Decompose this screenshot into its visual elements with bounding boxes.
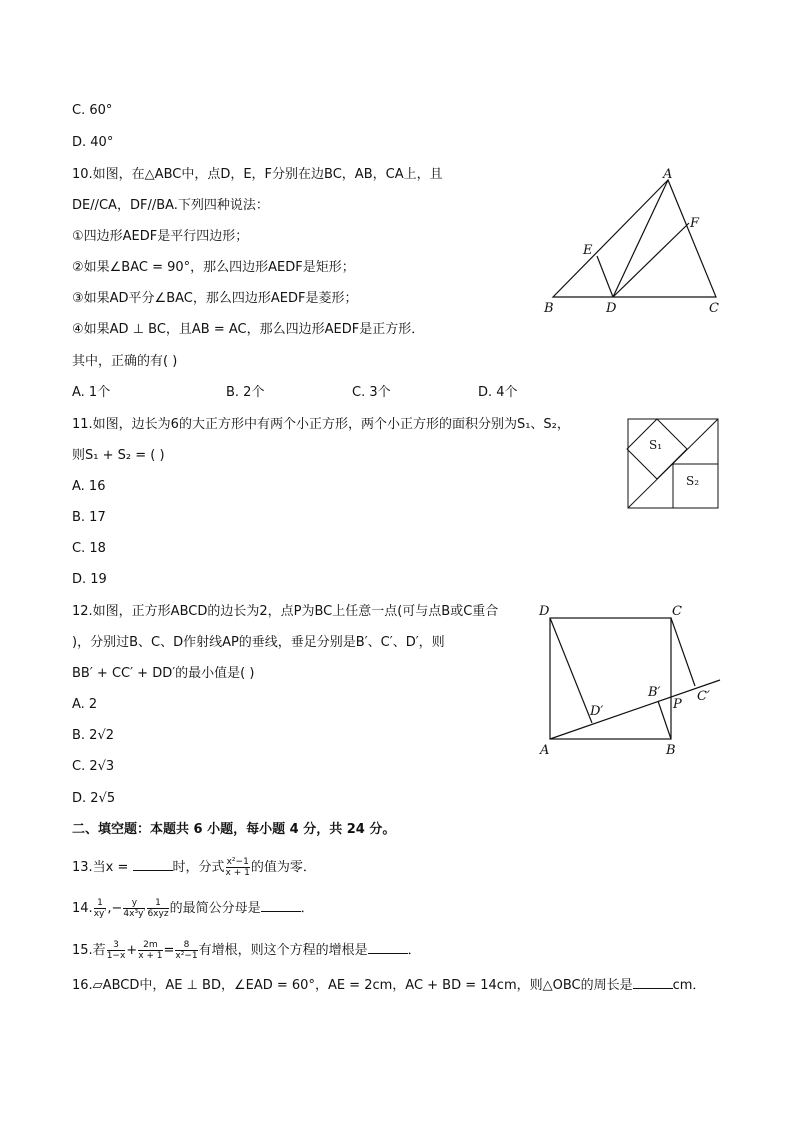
q14-sep: ,− (107, 901, 123, 916)
q15-f3-num: 8 (175, 940, 197, 951)
q10-option-c: C. 3个 (352, 385, 391, 400)
q11-option-c: C. 18 (72, 541, 106, 556)
label-b: B (666, 743, 676, 758)
q9-option-d: D. 40° (72, 135, 114, 150)
square-abcd (550, 618, 671, 739)
q11-option-a: A. 16 (72, 479, 106, 494)
diagonal (628, 419, 718, 508)
small-square-s1 (627, 419, 687, 479)
perp-bb (658, 701, 671, 739)
q12-option-d: D. 2√5 (72, 791, 116, 806)
label-a: A (540, 743, 550, 758)
q15-f2-num: 2m (138, 940, 162, 951)
q15 (72, 940, 421, 961)
q15-f2-den: x + 1 (138, 951, 163, 961)
label-cp: C′ (697, 689, 710, 704)
perp-cc (671, 618, 695, 686)
q16 (72, 976, 705, 995)
q15-fraction-1 (107, 940, 126, 961)
q10-option-b: B. 2个 (226, 385, 265, 400)
q12-stem-line1: 12.如图，正方形ABCD的边长为2，点P为BC上任意一点(可与点B或C重合 (72, 604, 499, 619)
q11-stem-line2: 则S₁ + S₂ = ( ) (72, 448, 165, 463)
q13 (72, 857, 316, 878)
q15-f3-den: x²−1 (175, 951, 198, 961)
q13-numerator: x²−1 (226, 857, 249, 867)
q10-statement-4: ④如果AD ⊥ BC，且AB = AC，那么四边形AEDF是正方形． (72, 322, 425, 337)
q14-f2-den: 4x³y′ (123, 909, 146, 919)
label-c: C (709, 301, 719, 316)
small-square-s2 (673, 464, 718, 508)
q14-f3-den: 6xyz (147, 909, 169, 919)
label-s2: S₂ (686, 474, 700, 488)
q11-option-d: D. 19 (72, 572, 107, 587)
q15-f1-num: 3 (107, 940, 126, 951)
q10-option-a: A. 1个 (72, 385, 111, 400)
q11-option-b: B. 17 (72, 510, 106, 525)
triangle-abc (553, 180, 716, 297)
segment-df (613, 223, 689, 297)
q9-option-c: C. 60° (72, 103, 113, 118)
q13-mid: 时，分式 (172, 860, 225, 875)
q12-option-a: A. 2 (72, 697, 98, 712)
perp-dd (550, 618, 592, 723)
q15-fraction-3 (175, 940, 197, 961)
q15-end: ． (407, 943, 421, 958)
q12-stem-line2: )，分别过B、C、D作射线AP的垂线，垂足分别是B′、C′、D′，则 (72, 635, 445, 650)
label-e: E (583, 243, 593, 258)
q14-f3-num: 1 (147, 898, 168, 909)
q14-end: ． (300, 901, 314, 916)
q11-stem-line1: 11.如图，边长为6的大正方形中有两个小正方形，两个小正方形的面积分别为S₁、S₂， (72, 417, 570, 432)
q15-blank (368, 941, 408, 954)
q14 (72, 898, 314, 919)
label-c: C (672, 604, 682, 619)
big-square (628, 419, 718, 508)
q16-unit: cm． (672, 978, 706, 993)
q16-blank (633, 976, 673, 989)
label-dp: D′ (590, 704, 604, 719)
q10-statement-1: ①四边形AEDF是平行四边形； (72, 229, 249, 244)
q14-pre: 14. (72, 901, 93, 916)
q10-stem-line1: 10.如图，在△ABC中，点D，E，F分别在边BC，AB，CA上，且 (72, 167, 443, 182)
ray-ap (550, 680, 720, 739)
q10-statement-3: ③如果AD平分∠BAC，那么四边形AEDF是菱形； (72, 291, 358, 306)
label-a: A (663, 167, 673, 182)
q14-fraction-1 (94, 898, 107, 919)
q10-stem-line2: DE//CA，DF//BA.下列四种说法： (72, 198, 269, 213)
q14-fraction-3 (147, 898, 168, 919)
q12-stem-line3: BB′ + CC′ + DD′的最小值是( ) (72, 666, 255, 681)
label-b: B (544, 301, 554, 316)
q10-option-d: D. 4个 (478, 385, 518, 400)
q13-pre: 13.当x = (72, 860, 133, 875)
q13-denominator: x + 1 (225, 868, 250, 878)
label-d: D (606, 301, 617, 316)
label-p: P (673, 697, 682, 712)
q13-post: 的值为零． (250, 860, 316, 875)
q13-fraction (226, 857, 250, 878)
label-f: F (690, 216, 700, 231)
q10-statement-2: ②如果∠BAC = 90°，那么四边形AEDF是矩形； (72, 260, 355, 275)
q15-post: 有增根，则这个方程的增根是 (198, 943, 368, 958)
segment-ad (613, 180, 668, 297)
q16-text: 16.▱ABCD中，AE ⊥ BD，∠EAD = 60°，AE = 2cm，AC + BD = 14cm，则△OBC的周长是 (72, 978, 633, 993)
q12-option-b: B. 2√2 (72, 728, 115, 743)
label-s1: S₁ (649, 438, 663, 452)
section-2-heading: 二、填空题：本题共 6 小题，每小题 4 分，共 24 分。 (72, 822, 396, 837)
q14-f1-num: 1 (94, 898, 107, 909)
q14-f2-num: y (123, 898, 145, 909)
label-bp: B′ (648, 685, 661, 700)
q15-eq: = (163, 943, 175, 958)
q13-blank (133, 858, 173, 871)
segment-de (597, 256, 613, 297)
q14-blank (261, 899, 301, 912)
q14-post: 的最简公分母是 (169, 901, 261, 916)
q15-f1-den: 1−x (106, 951, 126, 961)
q15-fraction-2 (138, 940, 162, 961)
q14-f1-den: xy′ (93, 909, 107, 919)
q15-plus: + (126, 943, 138, 958)
label-d: D (539, 604, 550, 619)
q12-option-c: C. 2√3 (72, 759, 115, 774)
q14-fraction-2 (123, 898, 145, 919)
q10-ask: 其中，正确的有( ) (72, 354, 178, 369)
q15-pre: 15.若 (72, 943, 106, 958)
